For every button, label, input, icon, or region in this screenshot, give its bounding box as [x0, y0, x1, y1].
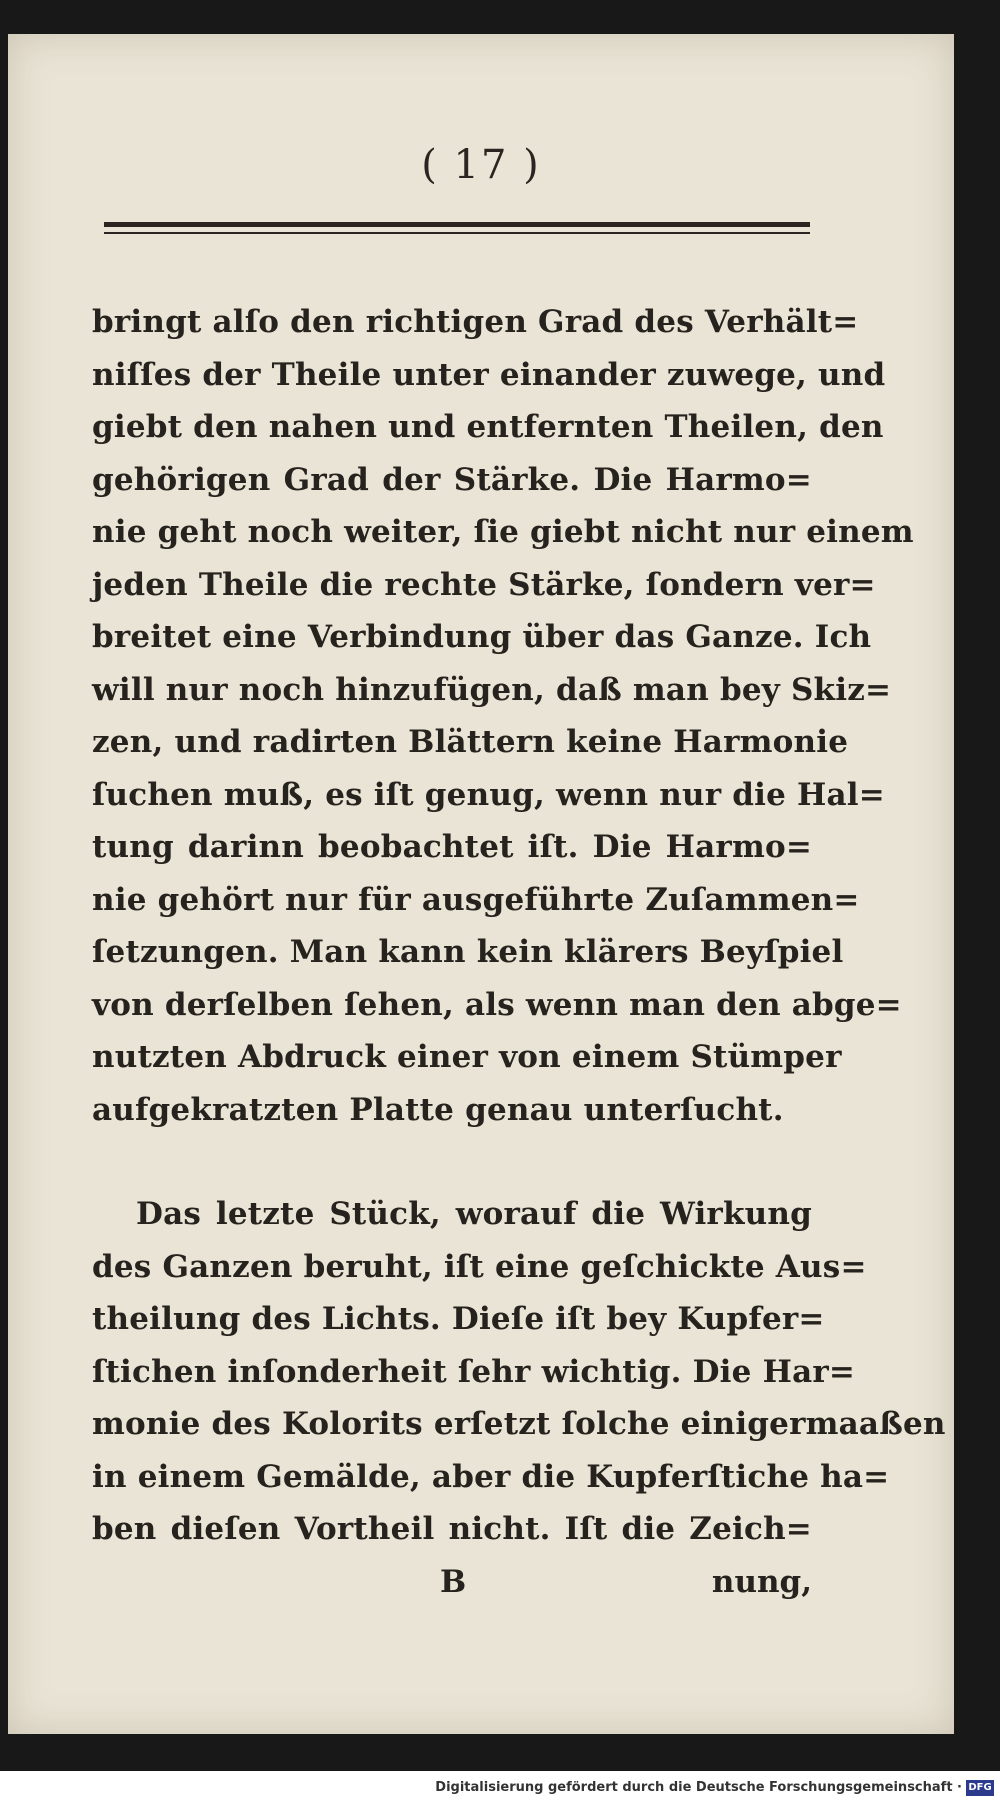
text-line: ſuchen muß, es iſt genug, wenn nur die Hal= [92, 776, 885, 813]
text-line: zen, und radirten Blättern keine Harmonie [92, 724, 849, 760]
paragraph-1 [92, 296, 914, 1136]
text-line: Das letzte Stück, worauf die Wirkung [136, 1196, 812, 1232]
catchline [92, 1556, 812, 1608]
footer-bar [0, 1771, 1000, 1801]
text-line: aufgekratzten Platte genau unterſucht. [92, 1091, 784, 1128]
text-line: theilung des Lichts. Dieſe iſt bey Kupfer= [92, 1301, 825, 1337]
text-line: gehörigen Grad der Stärke. Die Harmo= [92, 461, 812, 498]
book-page [8, 34, 954, 1734]
text-line: monie des Kolorits erſetzt ſolche einigermaaßen [92, 1406, 946, 1442]
text-line: bringt alſo den richtigen Grad des Verhält= [92, 304, 859, 340]
paragraph-gap [92, 1136, 812, 1188]
text-line: breitet eine Verbindung über das Ganze. Ich [92, 619, 872, 655]
text-line: tung darinn beobachtet iſt. Die Harmo= [92, 829, 812, 865]
text-line: ben dieſen Vortheil nicht. Iſt die Zeich= [92, 1511, 812, 1547]
text-line: jeden Theile die rechte Stärke, ſondern ver= [92, 566, 876, 603]
text-line: von derſelben ſehen, als wenn man den abge= [92, 986, 902, 1023]
text-line: niſſes der Theile unter einander zuwege, und [92, 356, 886, 393]
text-line: nutzten Abdruck einer von einem Stümper [92, 1039, 842, 1075]
text-line: ſetzungen. Man kann kein klärers Beyſpiel [92, 934, 844, 970]
signature-mark: B [440, 1563, 467, 1600]
catchword: nung, [711, 1563, 812, 1600]
header-rule-thick [104, 222, 810, 227]
text-line: ſtichen inſonderheit ſehr wichtig. Die Har= [92, 1353, 856, 1390]
dfg-logo-icon: DFG [966, 1780, 994, 1796]
digitization-credit: Digitalisierung gefördert durch die Deutsche Forschungsgemeinschaft · [435, 1780, 962, 1795]
page-text [92, 296, 946, 1608]
text-line: in einem Gemälde, aber die Kupferſtiche ha= [92, 1458, 890, 1495]
header-rule-thin [104, 232, 810, 234]
paragraph-2 [92, 1188, 946, 1556]
text-line: des Ganzen beruht, iſt eine geſchickte Aus= [92, 1248, 867, 1285]
text-line: will nur noch hinzufügen, daß man bey Skiz= [92, 671, 892, 708]
text-line: giebt den nahen und entfernten Theilen, den [92, 409, 884, 445]
text-line: nie geht noch weiter, ſie giebt nicht nur einem [92, 514, 914, 550]
text-line: nie gehört nur für ausgeführte Zuſammen= [92, 881, 860, 918]
page-number: ( 17 ) [421, 142, 541, 188]
